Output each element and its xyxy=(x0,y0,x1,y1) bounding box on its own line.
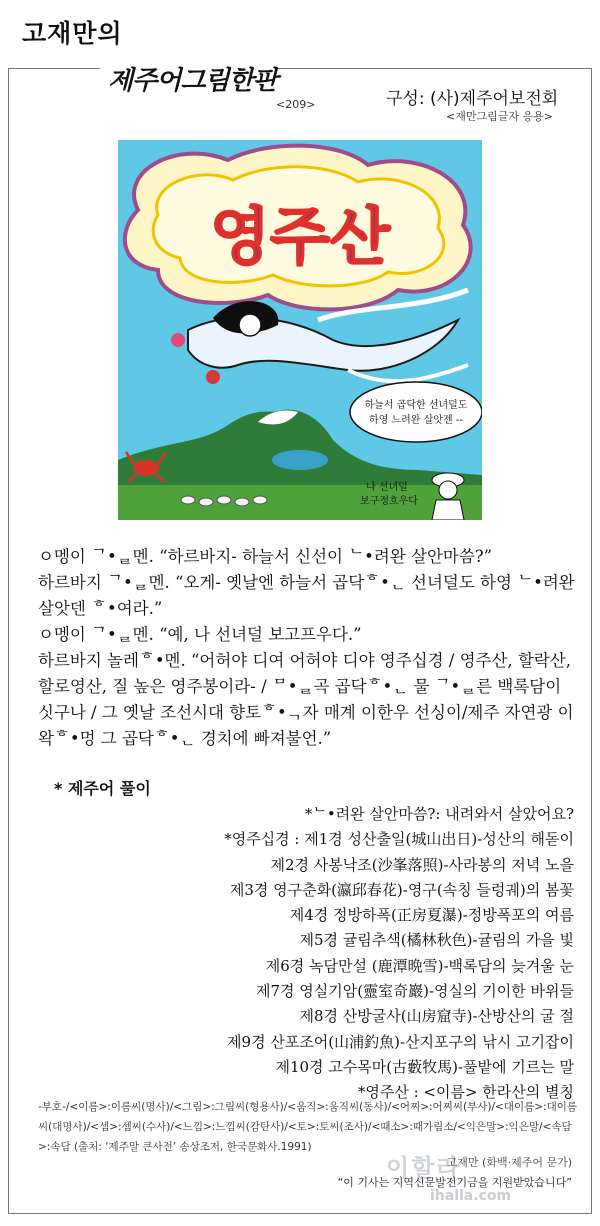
author-byline: 고재만 (화백·제주어 문가) xyxy=(446,1156,572,1169)
section-kicker: 고재만의 xyxy=(22,19,123,48)
speech-bubble xyxy=(350,382,482,442)
speech-bubble-line-1: 하늘서 곱닥한 선녀덜도 xyxy=(364,400,468,411)
glossary-list xyxy=(54,802,574,1106)
watermark-url: ihalla.com xyxy=(430,1188,512,1204)
dialogue-block xyxy=(38,544,578,752)
fairy-face xyxy=(239,314,261,336)
glossary-line: *영주산 : <이름> 한라산의 별칭 xyxy=(357,1083,574,1102)
cartoon-illustration xyxy=(118,140,482,520)
glossary-line: 제6경 녹담만설 (鹿潭晩雪)-백록담의 늦겨울 눈 xyxy=(265,956,574,975)
crater-lake xyxy=(272,450,328,470)
organization-credit: 구성: (사)제주어보전회 xyxy=(386,89,559,109)
dialogue-line: ㅇ멩이 ᄀ•ᆯ멘. “하르바지- 하늘서 신선이 ᄂ•려완 살안마씀?” xyxy=(38,547,493,566)
glossary-line: 제5경 귤림추색(橘林秋色)-귤림의 가을 빛 xyxy=(299,931,574,950)
dialogue-line: ㅇ멩이 ᄀ•ᆯ멘. “예, 나 선녀덜 보고프우다.” xyxy=(38,625,362,644)
glossary-heading: * 제주어 풀이 xyxy=(54,779,151,798)
glossary-line: 제9경 산포조어(山浦釣魚)-산지포구의 낚시 고기잡이 xyxy=(227,1032,574,1051)
glossary-line: 제7경 영실기암(靈室奇巖)-영실의 기이한 바위들 xyxy=(256,982,574,1001)
illustration-title: 영주산 xyxy=(210,200,390,273)
series-logo-text: 제주어그림한판 xyxy=(108,66,277,96)
glossary-line: *ᄂ•려완 살안마씀?: 내려와서 살았어요? xyxy=(304,805,574,823)
kid-line-1: 나 선녀덜 xyxy=(366,482,408,493)
speech-bubble-line-2: 하영 느려완 살앗젠 -- xyxy=(368,415,464,426)
glossary-line: 제3경 영구춘화(瀛邱春花)-영구(속칭 들렁궤)의 봄꽃 xyxy=(229,880,574,899)
glossary-line: 제4경 정방하폭(正房夏瀑)-정방폭포의 여름 xyxy=(289,906,574,925)
funding-notice: “이 기사는 지역신문발전기금을 지원받았습니다” xyxy=(337,1176,572,1189)
series-number: <209> xyxy=(276,98,316,111)
glossary-line: 제8경 산방굴사(山房窟寺)-산방산의 굴 절 xyxy=(299,1007,574,1026)
watermark: 이할라 xyxy=(386,1154,462,1182)
dialogue-line: 하르바지 ᄀ•ᆯ멘. “오게- 옛날엔 하늘서 곱닥ᄒ•ᆫ 선녀덜도 하영 ᄂ•려완 살앗덴 ᄒ•여라.” xyxy=(38,573,575,618)
glossary-line: 제2경 사봉낙조(沙峯落照)-사라봉의 저녁 노을 xyxy=(270,855,574,874)
kid-line-2: 보구정흐우다 xyxy=(360,496,418,507)
part-of-speech-notes: -부호-/<이름>:이름씨(명사)/<그림>:그림씨(형용사)/<움직>:움직씨(동사)/<어찌>:어찌씨(부사)/<대이름>:대이름씨(대명사)/<셈>:셈씨(수사)/<느낌>:느낌씨(감탄사)/<토>:토씨(조사)/<때소>:때가림소/<익은말>:익은말/<속담>:속담 (출처: ‘제주말 큰사전’ 송상조저, 한국문화사.1991) xyxy=(38,1101,577,1153)
dialogue-line: 하르바지 놀레ᄒ•멘. “어허야 디여 어허야 디야 영주십경 / 영주산, 할락산, 할로영산, 질 높은 영주봉이라- / ᄆ•ᆯ곡 곱닥ᄒ•ᆫ 물 ᄀ•ᆯ른 백록담이 싯구나 / 그 옛날 조선시대 향토ᄒ•ᆨ자 매계 이한우 선싱이/제주 자연광 이왁ᄒ•멍 그 곱닥ᄒ•ᆫ 경치에 빠져불언.” xyxy=(38,651,574,748)
glossary-line: 제10경 고수목마(古藪牧馬)-풀밭에 기르는 말 xyxy=(275,1057,574,1076)
font-note: <재만그림글자 응용> xyxy=(446,110,553,123)
flower xyxy=(171,333,185,347)
glossary-line: *영주십경 : 제1경 성산출일(城山出日)-성산의 해돋이 xyxy=(224,830,574,849)
